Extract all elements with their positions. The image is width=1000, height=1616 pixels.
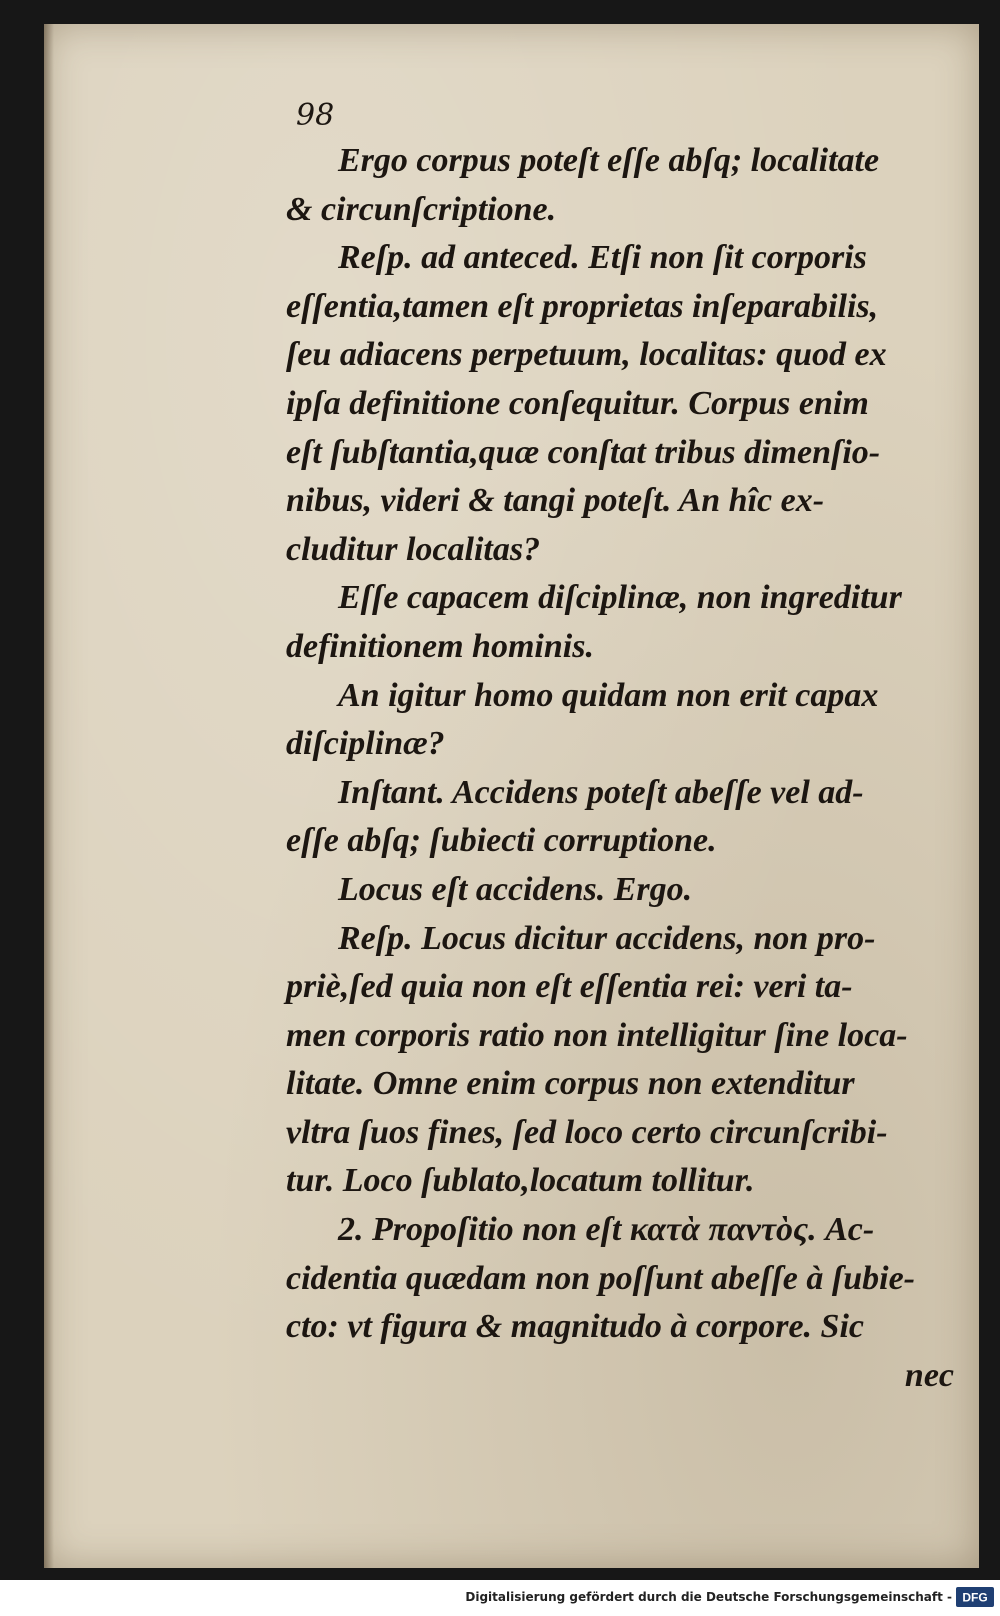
text-line: 2. Propoſitio non eſt κατὰ παντὸς. Ac- [338,1211,875,1249]
text-line: ipſa definitione conſequitur. Corpus enim [286,384,869,422]
text-line: Ergo corpus poteſt eſſe abſq; localitate [338,142,880,179]
page-number: 98 [296,98,335,133]
text-line: priè,ſed quia non eſt eſſentia rei: veri ta- [286,968,853,1006]
text-line: definitionem hominis. [286,627,594,665]
text-line: eſt ſubſtantia,quæ conſtat tribus dimenſio- [286,433,881,471]
text-line: eſſentia,tamen eſt proprietas inſeparabilis, [286,287,879,325]
footer-bar [0,1580,1000,1616]
text-line: men corporis ratio non intelligitur ſine loca- [286,1016,908,1054]
catchword: nec [904,1356,954,1394]
footer-credit: Digitalisierung gefördert durch die Deutsche Forschungsgemeinschaft - [465,1590,952,1604]
text-line: cto: vt figura & magnitudo à corpore. Sic [286,1308,864,1346]
text-line: Reſp. ad anteced. Etſi non ſit corporis [338,239,867,277]
text-line: Inſtant. Accidens poteſt abeſſe vel ad- [338,773,864,811]
text-line: nibus, videri & tangi poteſt. An hîc ex- [286,482,825,520]
text-line: eſſe abſq; ſubiecti corruptione. [286,822,717,860]
page-gutter-shadow [44,24,54,1568]
text-line: An igitur homo quidam non erit capax [338,676,879,714]
text-line: & circunſcriptione. [286,190,557,228]
body-text [286,137,954,1400]
text-line: Reſp. Locus dicitur accidens, non pro- [338,919,876,957]
text-line: diſciplinæ? [286,725,445,763]
text-line: Locus eſt accidens. Ergo. [338,870,693,908]
text-line: Eſſe capacem diſciplinæ, non ingreditur [338,579,902,617]
dfg-logo-text: DFG [962,1590,988,1605]
dfg-logo-icon [956,1587,994,1607]
text-line: cluditur localitas? [286,530,541,568]
text-line: vltra ſuos fines, ſed loco certo circunſcribi- [286,1113,888,1151]
text-line: tur. Loco ſublato,locatum tollitur. [286,1162,755,1200]
text-line: litate. Omne enim corpus non extenditur [286,1065,855,1103]
text-line: cidentia quædam non poſſunt abeſſe à ſubie- [286,1259,915,1297]
text-line: ſeu adiacens perpetuum, localitas: quod ex [286,336,887,374]
